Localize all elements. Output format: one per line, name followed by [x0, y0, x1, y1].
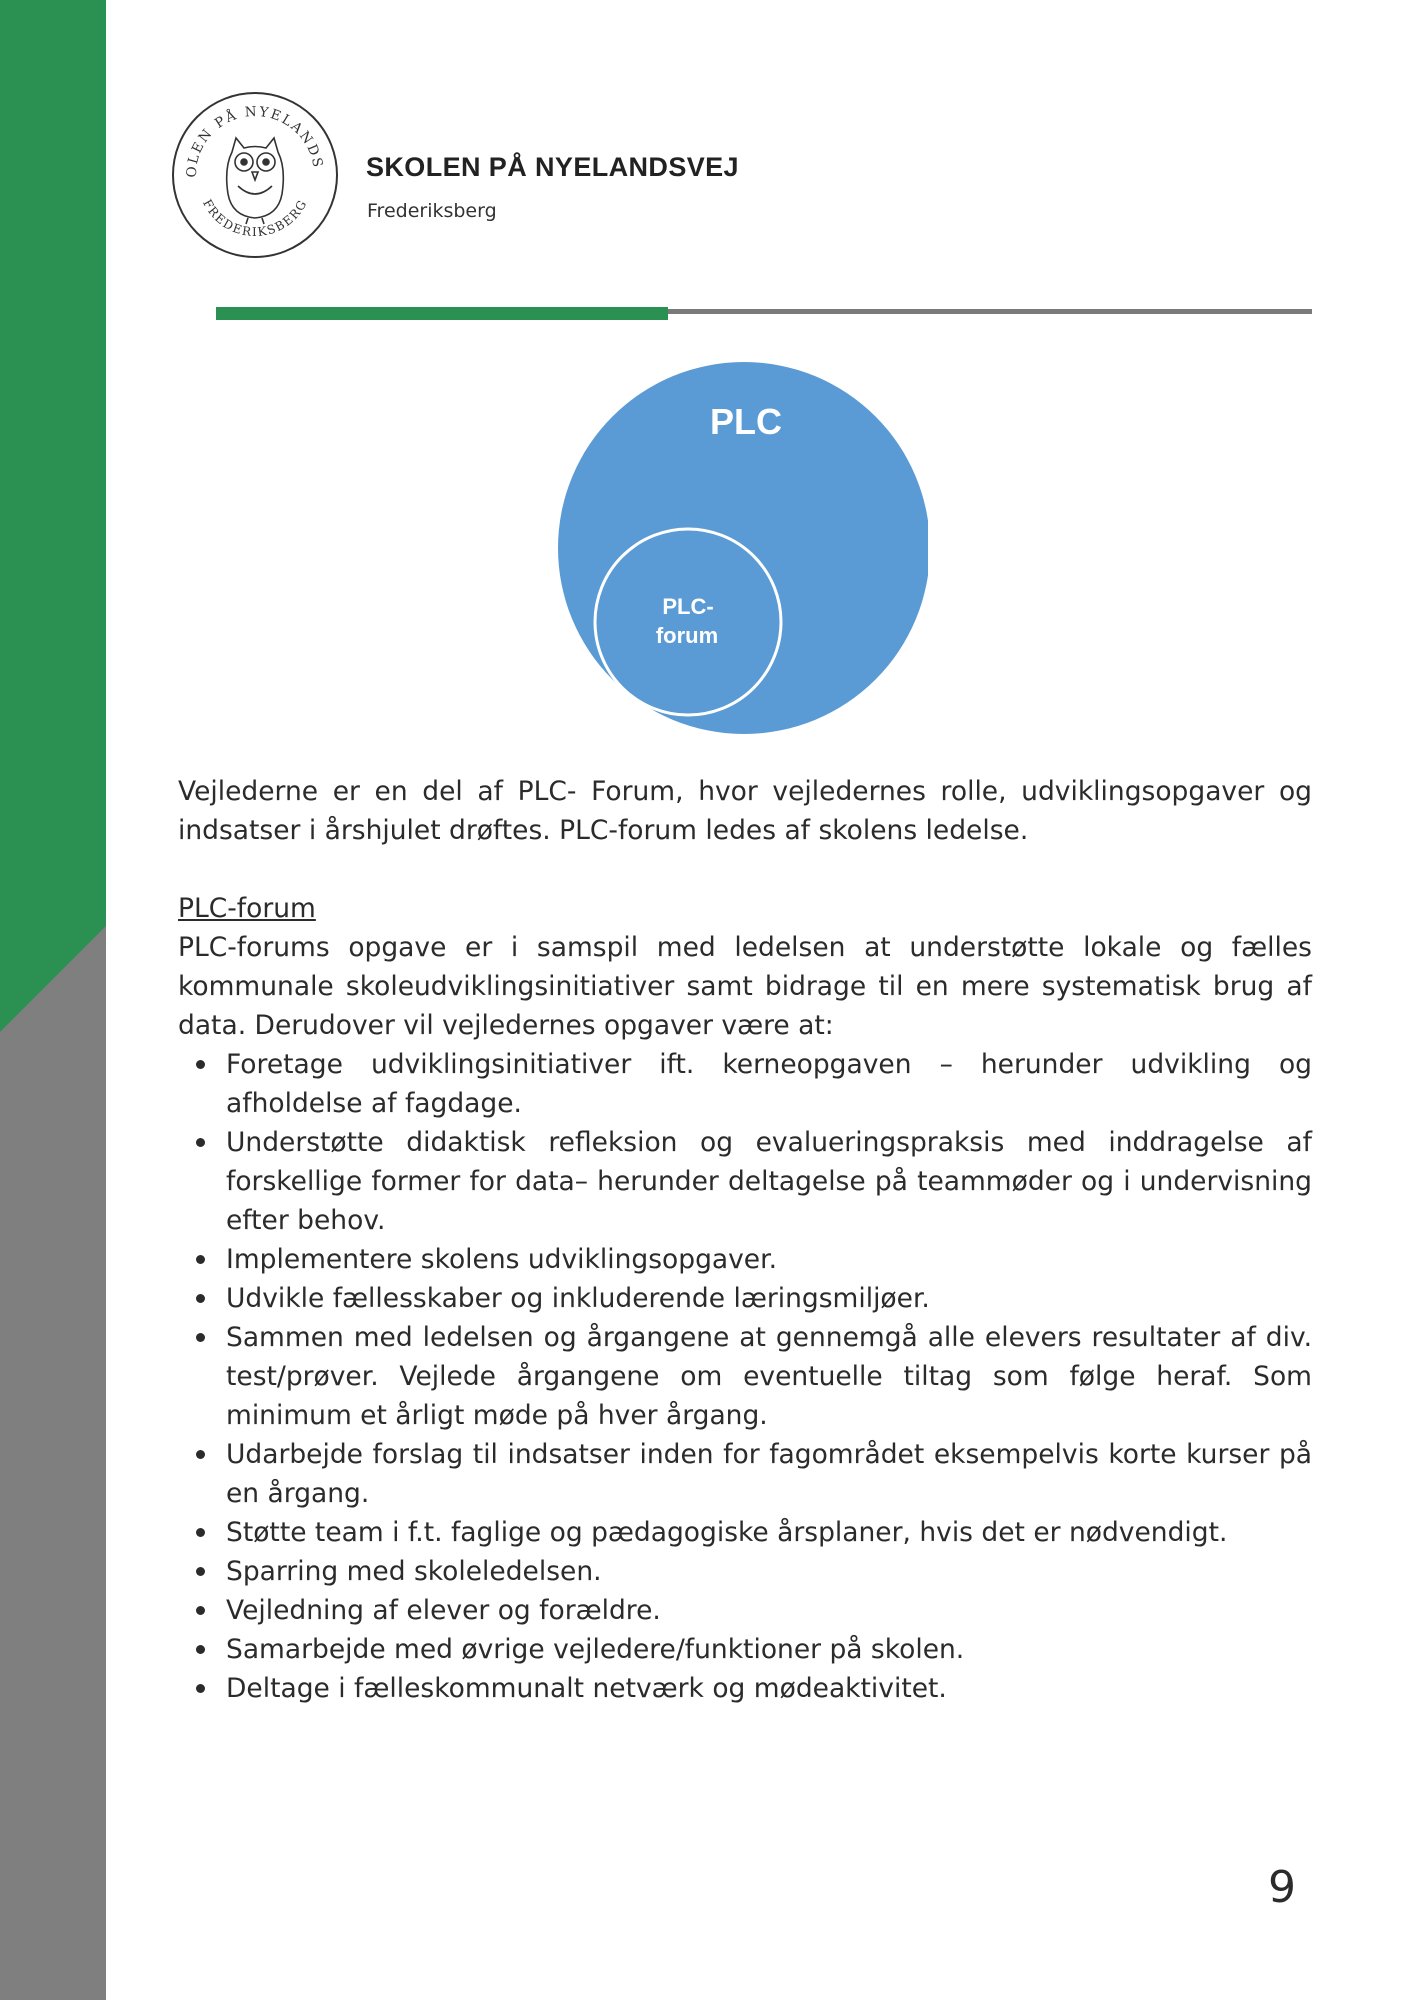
school-city: Frederiksberg — [367, 200, 497, 222]
bullet-icon — [196, 1138, 205, 1147]
list-item — [226, 1630, 1312, 1669]
bullet-icon — [196, 1567, 205, 1576]
logo-top-text: OLEN PÅ NYELANDS — [183, 103, 326, 179]
list-item-text: Vejledning af elever og forældre. — [226, 1595, 661, 1626]
bullet-icon — [196, 1684, 205, 1693]
list-item-text: Sparring med skoleledelsen. — [226, 1556, 602, 1587]
list-item — [226, 1045, 1312, 1123]
list-item-text: Udvikle fællesskaber og inkluderende læringsmiljøer. — [226, 1283, 930, 1314]
svg-text:SKOLEN PÅ NYELANDSVEJ — [170, 90, 326, 178]
list-item — [226, 1318, 1312, 1435]
list-item-text: Samarbejde med øvrige vejledere/funktioner på skolen. — [226, 1634, 965, 1665]
spacer — [178, 850, 1312, 889]
owl-seal-icon — [170, 90, 340, 260]
header-rule-green — [216, 307, 668, 320]
list-item-text: Støtte team i f.t. faglige og pædagogiske årsplaner, hvis det er nødvendigt. — [226, 1517, 1228, 1548]
plc-forum-label-line2: forum — [655, 623, 719, 648]
bullet-icon — [196, 1333, 205, 1342]
side-band-green — [0, 0, 106, 1032]
bullet-icon — [196, 1528, 205, 1537]
list-item-text: Foretage udviklingsinitiativer ift. kerneopgaven – herunder udvikling og afholdelse af fagdage. — [226, 1049, 1312, 1119]
bullet-icon — [196, 1450, 205, 1459]
page-number: 9 — [1268, 1862, 1296, 1913]
side-band — [0, 0, 106, 2000]
list-item — [226, 1435, 1312, 1513]
list-item — [226, 1123, 1312, 1240]
plc-diagram — [548, 352, 928, 736]
logo-bottom-text: FREDERIKSBERG — [200, 196, 310, 240]
bullet-icon — [196, 1294, 205, 1303]
plc-forum-label-line1: PLC- — [662, 594, 714, 619]
list-item-text: Understøtte didaktisk refleksion og evalueringspraksis med inddragelse af forskellige former for data– herunder deltagelse på teammøder og i undervisning efter behov. — [226, 1127, 1312, 1236]
list-item-text: Implementere skolens udviklingsopgaver. — [226, 1244, 778, 1275]
list-item — [226, 1552, 1312, 1591]
school-logo — [170, 90, 340, 260]
list-item — [226, 1240, 1312, 1279]
bullet-icon — [196, 1060, 205, 1069]
bullet-icon — [196, 1645, 205, 1654]
school-name: SKOLEN PÅ NYELANDSVEJ — [366, 152, 739, 182]
task-list — [178, 1045, 1312, 1708]
list-item-text: Sammen med ledelsen og årgangene at gennemgå alle elevers resultater af div. test/prøver. Vejlede årgangene om eventuelle tiltag som følge heraf. Som minimum et årligt møde på hver årgang. — [226, 1322, 1312, 1431]
section-paragraph: PLC-forums opgave er i samspil med ledelsen at understøtte lokale og fælles kommunale skoleudviklingsinitiativer samt bidrage til en mere systematisk brug af data. Derudover vil vejledernes opgaver være at: — [178, 932, 1312, 1041]
list-item-text: Deltage i fælleskommunalt netværk og mødeaktivitet. — [226, 1673, 947, 1704]
list-item — [226, 1513, 1312, 1552]
list-item-text: Udarbejde forslag til indsatser inden for fagområdet eksempelvis korte kurser på en årgang. — [226, 1439, 1312, 1509]
bullet-icon — [196, 1606, 205, 1615]
section-heading: PLC-forum — [178, 893, 316, 924]
list-item — [226, 1669, 1312, 1708]
owl-icon — [227, 138, 284, 224]
plc-outer-label: PLC — [710, 401, 782, 442]
list-item — [226, 1279, 1312, 1318]
bullet-icon — [196, 1255, 205, 1264]
body-content — [178, 772, 1312, 1708]
intro-paragraph: Vejlederne er en del af PLC- Forum, hvor vejledernes rolle, udviklingsopgaver og indsatser i årshjulet drøftes. PLC-forum ledes af skolens ledelse. — [178, 776, 1312, 846]
header-rule-gray — [668, 309, 1312, 314]
list-item — [226, 1591, 1312, 1630]
